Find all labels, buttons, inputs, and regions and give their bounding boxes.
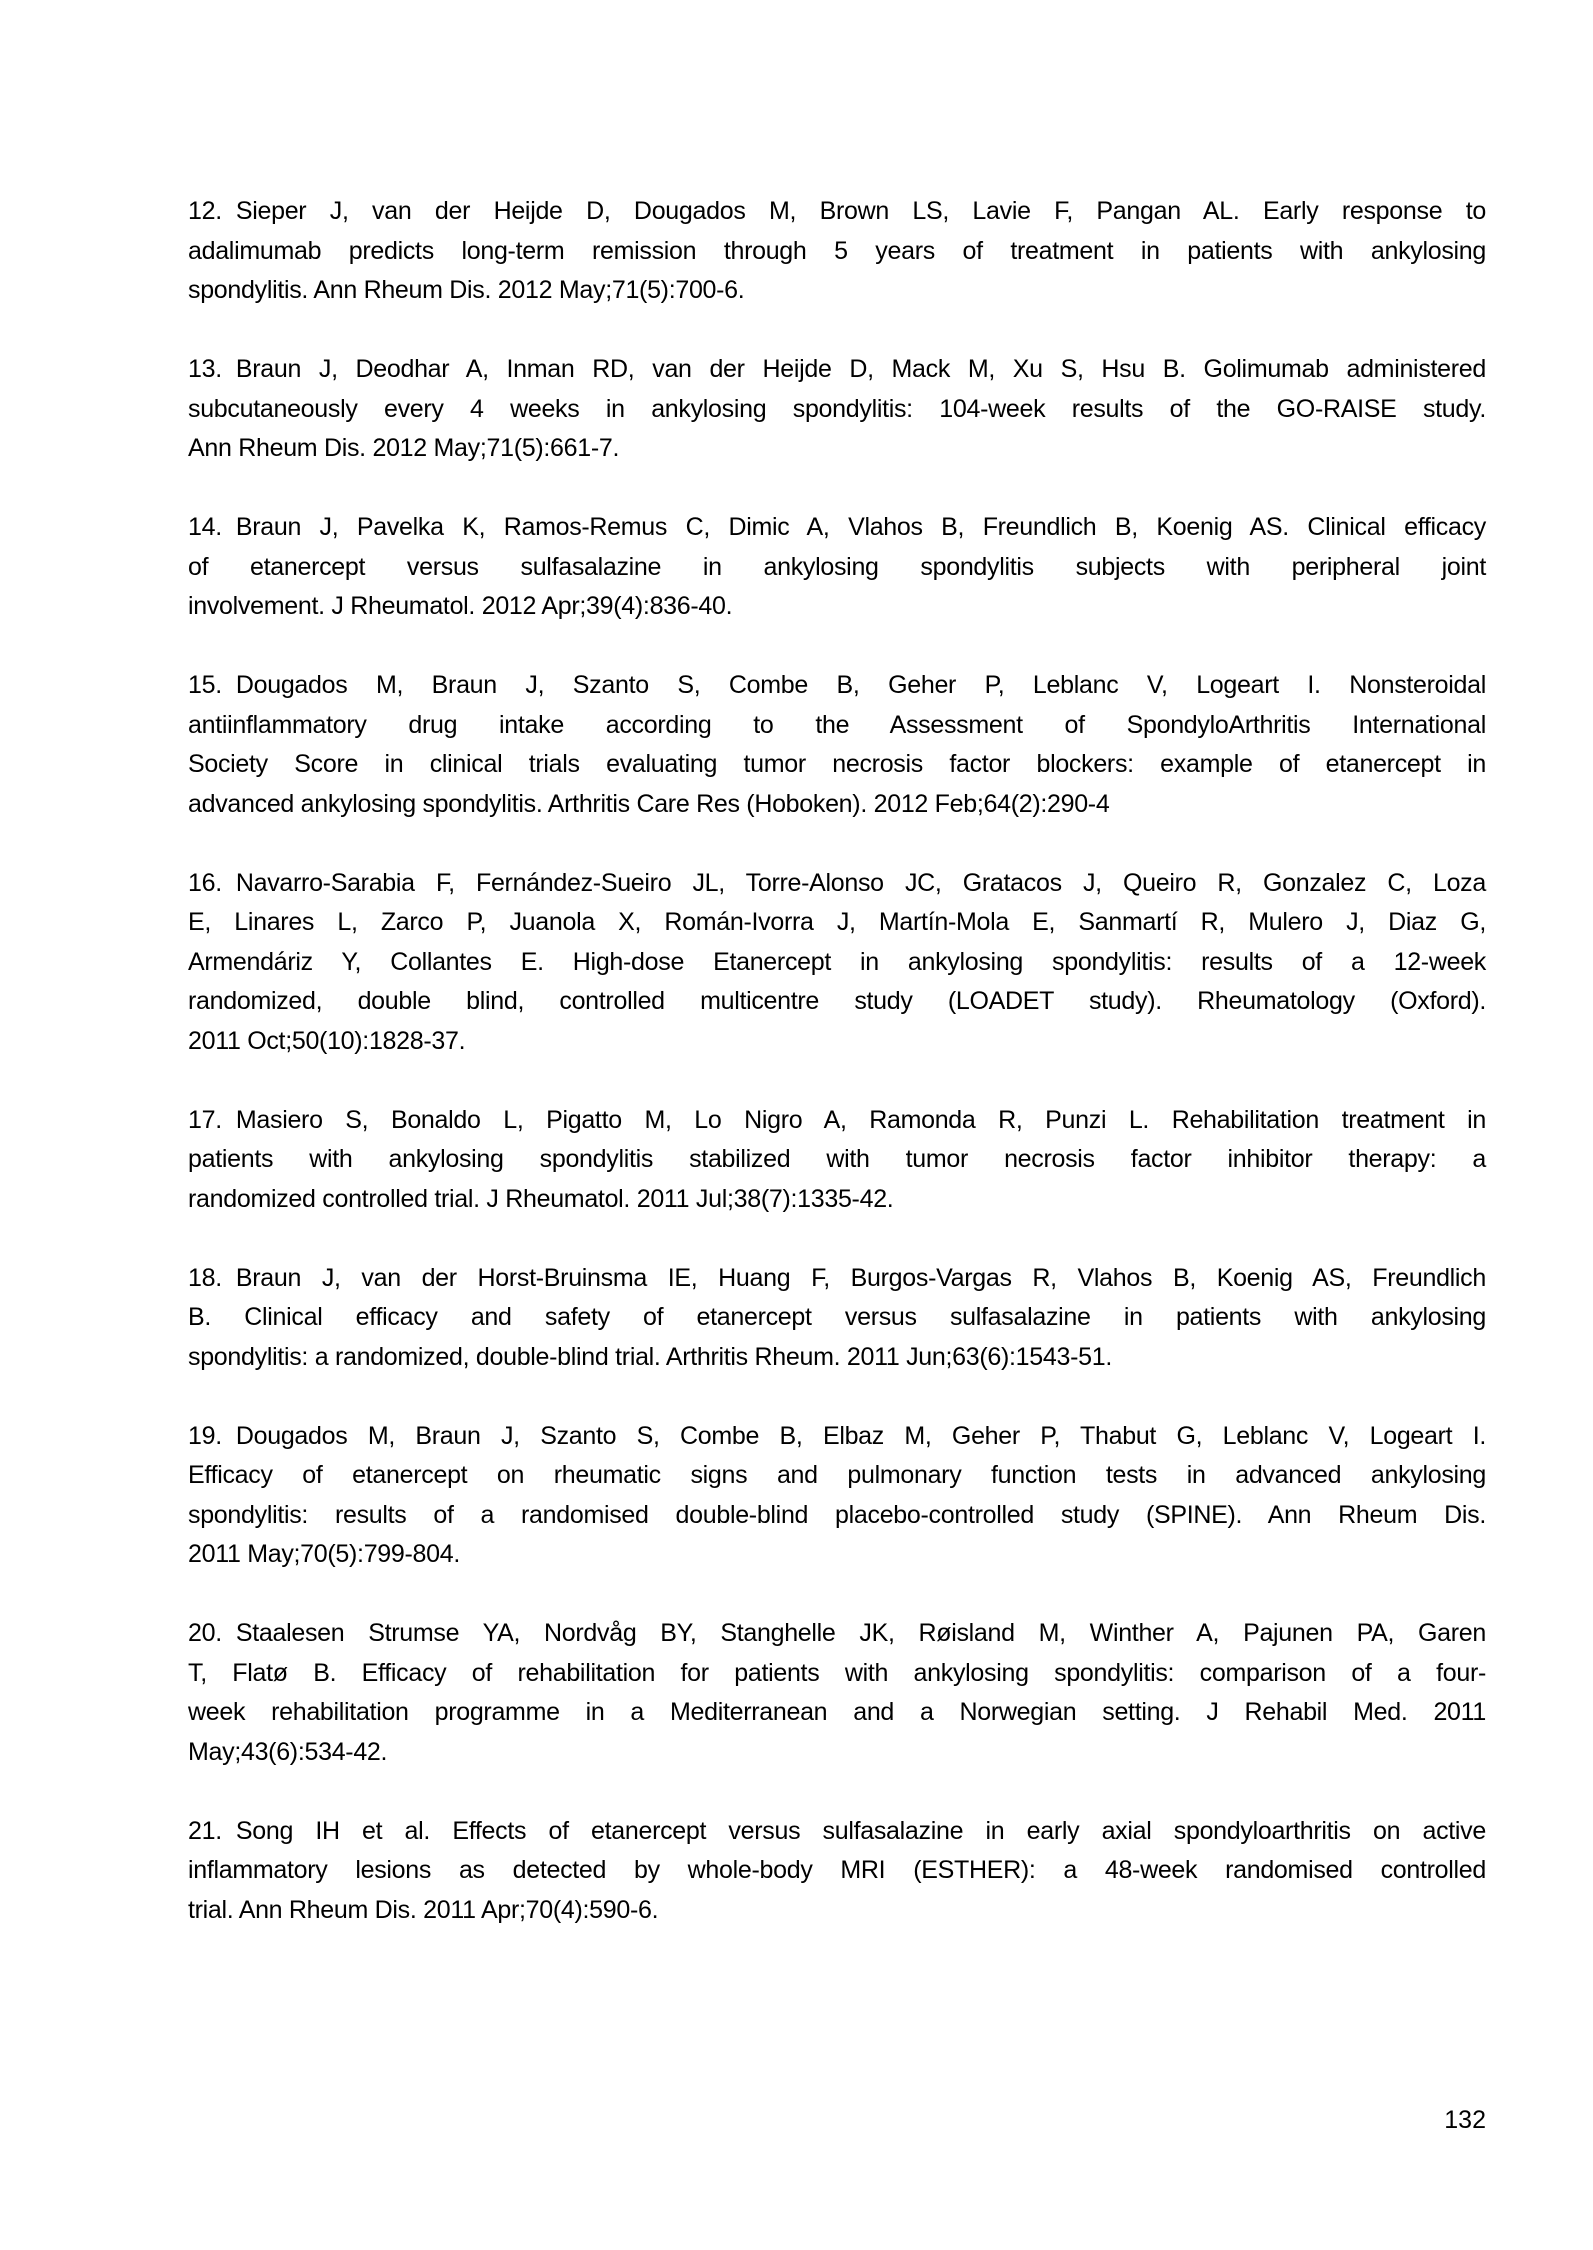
reference-entry: [188, 1614, 1486, 1772]
reference-text: antiinflammatory drug intake according to the Assessment of SpondyloArthritis International: [188, 710, 1486, 739]
reference-line: [188, 982, 1486, 1022]
reference-text: randomized, double blind, controlled multicentre study (LOADET study). Rheumatology (Oxford).: [188, 987, 1486, 1015]
reference-line: [188, 1693, 1486, 1733]
reference-text: 2011 Oct;50(10):1828-37.: [188, 1026, 466, 1055]
reference-line: [188, 1891, 1486, 1931]
reference-number: 16.: [188, 868, 222, 897]
reference-line: [188, 666, 1486, 706]
reference-entry: [188, 864, 1486, 1062]
reference-text: inflammatory lesions as detected by whole-body MRI (ESTHER): a 48-week randomised controlled: [188, 1856, 1486, 1884]
reference-text: adalimumab predicts long-term remission through 5 years of treatment in patients with ankylosing: [188, 236, 1486, 265]
reference-number: 18.: [188, 1263, 222, 1292]
reference-number: 20.: [188, 1619, 222, 1647]
reference-line: [188, 1298, 1486, 1338]
reference-text: advanced ankylosing spondylitis. Arthritis Care Res (Hoboken). 2012 Feb;64(2):290-4: [188, 789, 1110, 818]
reference-text: week rehabilitation programme in a Mediterranean and a Norwegian setting. J Rehabil Med. 2011: [188, 1698, 1486, 1726]
reference-line: [188, 1733, 1486, 1773]
reference-text: T, Flatø B. Efficacy of rehabilitation for patients with ankylosing spondylitis: comparison of a four-: [188, 1658, 1486, 1687]
reference-line: [188, 587, 1486, 627]
reference-line: [188, 864, 1486, 904]
reference-line: [188, 508, 1486, 548]
reference-line: [188, 192, 1486, 232]
reference-text: Braun J, Pavelka K, Ramos-Remus C, Dimic A, Vlahos B, Freundlich B, Koenig AS. Clinical efficacy: [235, 513, 1486, 541]
reference-text: Song IH et al. Effects of etanercept versus sulfasalazine in early axial spondyloarthritis on active: [235, 1816, 1486, 1845]
reference-entry: [188, 1259, 1486, 1378]
reference-line: [188, 429, 1486, 469]
reference-line: [188, 1140, 1486, 1180]
reference-entry: [188, 1101, 1486, 1220]
reference-number: 21.: [188, 1816, 222, 1845]
reference-line: [188, 350, 1486, 390]
reference-text: Braun J, Deodhar A, Inman RD, van der Heijde D, Mack M, Xu S, Hsu B. Golimumab administered: [235, 355, 1486, 383]
reference-text: Society Score in clinical trials evaluating tumor necrosis factor blockers: example of etanercept in: [188, 750, 1486, 778]
reference-number: 19.: [188, 1421, 222, 1450]
reference-line: [188, 745, 1486, 785]
reference-line: [188, 390, 1486, 430]
reference-entry: [188, 1417, 1486, 1575]
reference-text: E, Linares L, Zarco P, Juanola X, Román-Ivorra J, Martín-Mola E, Sanmartí R, Mulero J, Diaz G,: [188, 908, 1486, 936]
reference-line: [188, 1535, 1486, 1575]
reference-list: [188, 192, 1486, 1970]
reference-text: spondylitis: results of a randomised double-blind placebo-controlled study (SPINE). Ann Rheum Dis.: [188, 1500, 1486, 1529]
reference-number: 12.: [188, 197, 222, 225]
reference-text: Navarro-Sarabia F, Fernández-Sueiro JL, Torre-Alonso JC, Gratacos J, Queiro R, Gonzalez C, Loza: [235, 868, 1486, 897]
reference-line: [188, 1101, 1486, 1141]
reference-line: [188, 1851, 1486, 1891]
reference-line: [188, 1812, 1486, 1852]
reference-line: [188, 1259, 1486, 1299]
reference-text: of etanercept versus sulfasalazine in ankylosing spondylitis subjects with peripheral joint: [188, 552, 1486, 581]
reference-text: randomized controlled trial. J Rheumatol. 2011 Jul;38(7):1335-42.: [188, 1184, 894, 1213]
reference-text: Armendáriz Y, Collantes E. High-dose Etanercept in ankylosing spondylitis: results of a 12-week: [188, 947, 1486, 976]
reference-line: [188, 1614, 1486, 1654]
page-number: 132: [1444, 2106, 1486, 2134]
reference-line: [188, 232, 1486, 272]
reference-text: Masiero S, Bonaldo L, Pigatto M, Lo Nigro A, Ramonda R, Punzi L. Rehabilitation treatment in: [235, 1105, 1486, 1134]
reference-text: Efficacy of etanercept on rheumatic signs and pulmonary function tests in advanced ankylosing: [188, 1461, 1486, 1489]
reference-line: [188, 706, 1486, 746]
reference-text: B. Clinical efficacy and safety of etanercept versus sulfasalazine in patients with ankylosing: [188, 1303, 1486, 1331]
reference-line: [188, 1180, 1486, 1220]
reference-line: [188, 271, 1486, 311]
reference-number: 15.: [188, 671, 222, 699]
reference-text: Dougados M, Braun J, Szanto S, Combe B, Geher P, Leblanc V, Logeart I. Nonsteroidal: [235, 671, 1486, 699]
reference-entry: [188, 666, 1486, 824]
reference-line: [188, 1654, 1486, 1694]
reference-text: trial. Ann Rheum Dis. 2011 Apr;70(4):590-6.: [188, 1895, 659, 1924]
reference-number: 13.: [188, 355, 222, 383]
reference-text: Ann Rheum Dis. 2012 May;71(5):661-7.: [188, 434, 620, 462]
reference-text: Sieper J, van der Heijde D, Dougados M, Brown LS, Lavie F, Pangan AL. Early response to: [235, 197, 1486, 225]
reference-text: spondylitis: a randomized, double-blind trial. Arthritis Rheum. 2011 Jun;63(6):1543-51.: [188, 1342, 1112, 1371]
reference-text: patients with ankylosing spondylitis stabilized with tumor necrosis factor inhibitor therapy: a: [188, 1145, 1486, 1173]
reference-text: Braun J, van der Horst-Bruinsma IE, Huang F, Burgos-Vargas R, Vlahos B, Koenig AS, Freundlich: [235, 1263, 1486, 1292]
reference-line: [188, 548, 1486, 588]
reference-entry: [188, 508, 1486, 627]
reference-line: [188, 1022, 1486, 1062]
reference-text: May;43(6):534-42.: [188, 1737, 388, 1766]
reference-number: 14.: [188, 513, 222, 541]
reference-line: [188, 1417, 1486, 1457]
reference-text: subcutaneously every 4 weeks in ankylosing spondylitis: 104-week results of the GO-RAISE study.: [188, 394, 1486, 423]
reference-line: [188, 1496, 1486, 1536]
reference-line: [188, 943, 1486, 983]
reference-text: Dougados M, Braun J, Szanto S, Combe B, Elbaz M, Geher P, Thabut G, Leblanc V, Logeart I.: [235, 1421, 1486, 1450]
reference-text: 2011 May;70(5):799-804.: [188, 1540, 460, 1568]
reference-text: involvement. J Rheumatol. 2012 Apr;39(4):836-40.: [188, 592, 733, 620]
reference-line: [188, 1456, 1486, 1496]
reference-line: [188, 785, 1486, 825]
reference-line: [188, 903, 1486, 943]
reference-number: 17.: [188, 1105, 222, 1134]
reference-entry: [188, 192, 1486, 311]
reference-entry: [188, 1812, 1486, 1931]
reference-text: Staalesen Strumse YA, Nordvåg BY, Stanghelle JK, Røisland M, Winther A, Pajunen PA, Garen: [235, 1619, 1486, 1647]
reference-text: spondylitis. Ann Rheum Dis. 2012 May;71(5):700-6.: [188, 276, 745, 304]
reference-line: [188, 1338, 1486, 1378]
reference-entry: [188, 350, 1486, 469]
